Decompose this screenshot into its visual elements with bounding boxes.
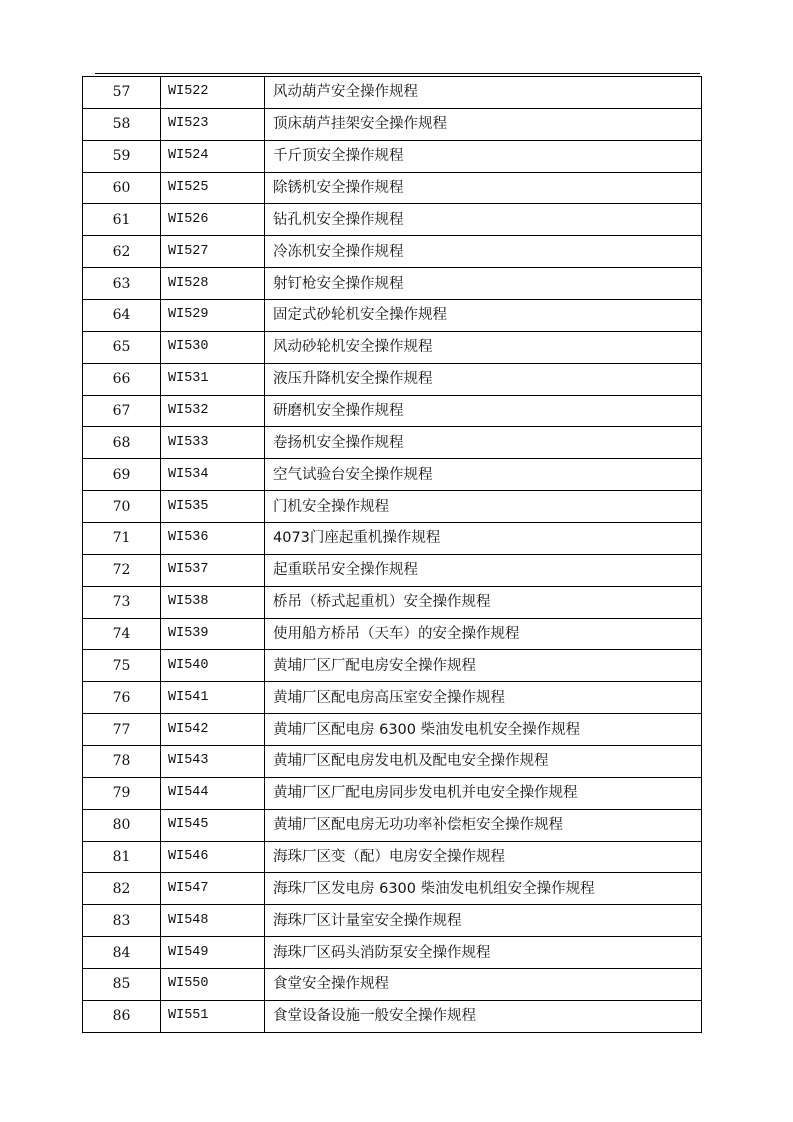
document-code: WI538 bbox=[161, 586, 265, 618]
procedure-title: 黄埔厂区配电房发电机及配电安全操作规程 bbox=[265, 746, 702, 778]
table-row bbox=[83, 873, 702, 905]
procedure-title: 射钉枪安全操作规程 bbox=[265, 268, 702, 300]
table-row bbox=[83, 809, 702, 841]
row-number: 80 bbox=[83, 809, 161, 841]
procedure-title: 固定式砂轮机安全操作规程 bbox=[265, 300, 702, 332]
document-code: WI528 bbox=[161, 268, 265, 300]
procedure-title: 海珠厂区码头消防泵安全操作规程 bbox=[265, 937, 702, 969]
table-row bbox=[83, 554, 702, 586]
row-number: 82 bbox=[83, 873, 161, 905]
procedure-title: 液压升降机安全操作规程 bbox=[265, 363, 702, 395]
row-number: 64 bbox=[83, 300, 161, 332]
document-code: WI524 bbox=[161, 140, 265, 172]
procedure-title: 食堂安全操作规程 bbox=[265, 969, 702, 1001]
table-row bbox=[83, 268, 702, 300]
document-code: WI546 bbox=[161, 841, 265, 873]
document-code: WI534 bbox=[161, 459, 265, 491]
row-number: 71 bbox=[83, 523, 161, 555]
row-number: 65 bbox=[83, 331, 161, 363]
row-number: 84 bbox=[83, 937, 161, 969]
row-number: 60 bbox=[83, 172, 161, 204]
table-body bbox=[83, 77, 702, 1033]
procedure-title: 千斤顶安全操作规程 bbox=[265, 140, 702, 172]
table-row bbox=[83, 746, 702, 778]
table-row bbox=[83, 937, 702, 969]
row-number: 68 bbox=[83, 427, 161, 459]
row-number: 62 bbox=[83, 236, 161, 268]
procedure-title: 风动砂轮机安全操作规程 bbox=[265, 331, 702, 363]
table-row bbox=[83, 427, 702, 459]
document-code: WI527 bbox=[161, 236, 265, 268]
table-row bbox=[83, 618, 702, 650]
row-number: 78 bbox=[83, 746, 161, 778]
table-row bbox=[83, 969, 702, 1001]
procedure-title: 黄埔厂区厂配电房同步发电机并电安全操作规程 bbox=[265, 777, 702, 809]
document-code: WI539 bbox=[161, 618, 265, 650]
table-row bbox=[83, 905, 702, 937]
procedure-title: 海珠厂区发电房 6300 柴油发电机组安全操作规程 bbox=[265, 873, 702, 905]
procedure-table bbox=[82, 76, 702, 1033]
procedure-title: 食堂设备设施一般安全操作规程 bbox=[265, 1000, 702, 1032]
document-code: WI537 bbox=[161, 554, 265, 586]
procedure-title: 黄埔厂区配电房高压室安全操作规程 bbox=[265, 682, 702, 714]
document-code: WI533 bbox=[161, 427, 265, 459]
row-number: 70 bbox=[83, 491, 161, 523]
document-code: WI550 bbox=[161, 969, 265, 1001]
table-row bbox=[83, 1000, 702, 1032]
row-number: 75 bbox=[83, 650, 161, 682]
row-number: 83 bbox=[83, 905, 161, 937]
procedure-title: 黄埔厂区配电房无功功率补偿柜安全操作规程 bbox=[265, 809, 702, 841]
procedure-title: 冷冻机安全操作规程 bbox=[265, 236, 702, 268]
row-number: 61 bbox=[83, 204, 161, 236]
table-row bbox=[83, 523, 702, 555]
table-row bbox=[83, 586, 702, 618]
procedure-title: 除锈机安全操作规程 bbox=[265, 172, 702, 204]
table-row bbox=[83, 108, 702, 140]
procedure-title: 海珠厂区变（配）电房安全操作规程 bbox=[265, 841, 702, 873]
row-number: 63 bbox=[83, 268, 161, 300]
document-code: WI535 bbox=[161, 491, 265, 523]
document-code: WI547 bbox=[161, 873, 265, 905]
row-number: 85 bbox=[83, 969, 161, 1001]
row-number: 67 bbox=[83, 395, 161, 427]
procedure-title: 4073门座起重机操作规程 bbox=[265, 523, 702, 555]
document-code: WI529 bbox=[161, 300, 265, 332]
table-row bbox=[83, 395, 702, 427]
document-code: WI549 bbox=[161, 937, 265, 969]
document-code: WI523 bbox=[161, 108, 265, 140]
row-number: 69 bbox=[83, 459, 161, 491]
table-row bbox=[83, 172, 702, 204]
document-code: WI543 bbox=[161, 746, 265, 778]
row-number: 81 bbox=[83, 841, 161, 873]
document-code: WI532 bbox=[161, 395, 265, 427]
document-code: WI536 bbox=[161, 523, 265, 555]
table-row bbox=[83, 363, 702, 395]
procedure-title: 桥吊（桥式起重机）安全操作规程 bbox=[265, 586, 702, 618]
row-number: 74 bbox=[83, 618, 161, 650]
row-number: 57 bbox=[83, 77, 161, 109]
document-code: WI530 bbox=[161, 331, 265, 363]
row-number: 79 bbox=[83, 777, 161, 809]
document-code: WI551 bbox=[161, 1000, 265, 1032]
procedure-title: 黄埔厂区配电房 6300 柴油发电机安全操作规程 bbox=[265, 714, 702, 746]
document-code: WI545 bbox=[161, 809, 265, 841]
table-row bbox=[83, 650, 702, 682]
document-code: WI544 bbox=[161, 777, 265, 809]
document-code: WI548 bbox=[161, 905, 265, 937]
row-number: 59 bbox=[83, 140, 161, 172]
row-number: 77 bbox=[83, 714, 161, 746]
procedure-title: 钻孔机安全操作规程 bbox=[265, 204, 702, 236]
row-number: 66 bbox=[83, 363, 161, 395]
table-row bbox=[83, 204, 702, 236]
procedure-title: 门机安全操作规程 bbox=[265, 491, 702, 523]
table-row bbox=[83, 140, 702, 172]
procedure-title: 风动葫芦安全操作规程 bbox=[265, 77, 702, 109]
document-code: WI522 bbox=[161, 77, 265, 109]
procedure-title: 使用船方桥吊（天车）的安全操作规程 bbox=[265, 618, 702, 650]
procedure-title: 卷扬机安全操作规程 bbox=[265, 427, 702, 459]
procedure-title: 海珠厂区计量室安全操作规程 bbox=[265, 905, 702, 937]
procedure-title: 研磨机安全操作规程 bbox=[265, 395, 702, 427]
row-number: 86 bbox=[83, 1000, 161, 1032]
procedure-title: 空气试验台安全操作规程 bbox=[265, 459, 702, 491]
table-row bbox=[83, 714, 702, 746]
row-number: 73 bbox=[83, 586, 161, 618]
procedure-title: 顶床葫芦挂架安全操作规程 bbox=[265, 108, 702, 140]
document-code: WI540 bbox=[161, 650, 265, 682]
document-code: WI531 bbox=[161, 363, 265, 395]
table-row bbox=[83, 491, 702, 523]
table-row bbox=[83, 331, 702, 363]
table-row bbox=[83, 682, 702, 714]
table-row bbox=[83, 459, 702, 491]
table-row bbox=[83, 236, 702, 268]
document-code: WI525 bbox=[161, 172, 265, 204]
table-row bbox=[83, 777, 702, 809]
table-row bbox=[83, 841, 702, 873]
document-code: WI542 bbox=[161, 714, 265, 746]
header-rule bbox=[95, 73, 700, 74]
document-code: WI541 bbox=[161, 682, 265, 714]
table-row bbox=[83, 77, 702, 109]
procedure-title: 黄埔厂区厂配电房安全操作规程 bbox=[265, 650, 702, 682]
document-code: WI526 bbox=[161, 204, 265, 236]
procedure-title: 起重联吊安全操作规程 bbox=[265, 554, 702, 586]
row-number: 58 bbox=[83, 108, 161, 140]
table-row bbox=[83, 300, 702, 332]
row-number: 76 bbox=[83, 682, 161, 714]
row-number: 72 bbox=[83, 554, 161, 586]
